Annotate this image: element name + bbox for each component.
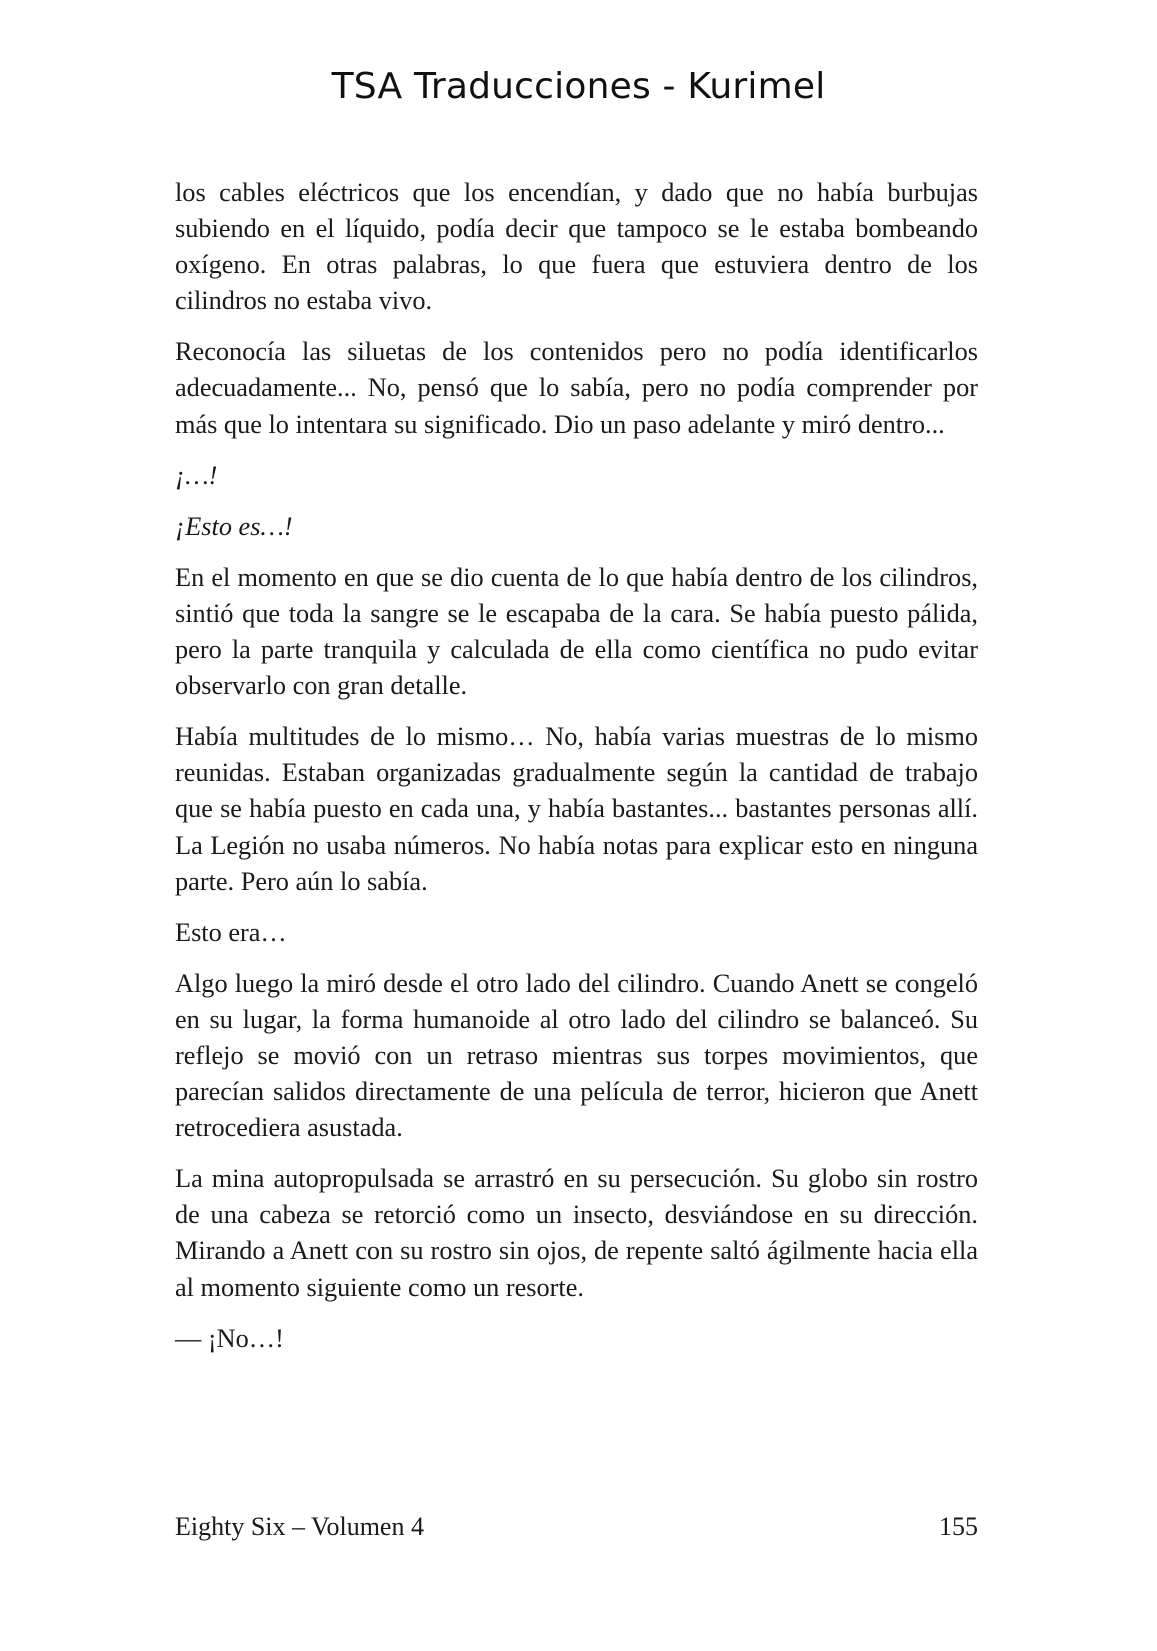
page-header-title: TSA Traducciones - Kurimel [331, 66, 826, 107]
paragraph: En el momento en que se dio cuenta de lo que había dentro de los cilindros, sintió que toda la sangre se le escapaba de la cara. Se había puesto pálida, pero la parte tranquila y calculada de ella como científica no pudo evitar observarlo con gran detalle. [175, 562, 978, 701]
paragraph: Algo luego la miró desde el otro lado del cilindro. Cuando Anett se congeló en su lugar, la forma humanoide al otro lado del cilindro se balanceó. Su reflejo se movió con un retraso mientras sus torpes movimientos, que parecían salidos directamente de una película de terror, hicieron que Anett retrocediera asustada. [175, 968, 978, 1143]
paragraph: Esto era… [175, 917, 287, 947]
paragraph: los cables eléctricos que los encendían, y dado que no había burbujas subiendo en el líquido, podía decir que tampoco se le estaba bombeando oxígeno. En otras palabras, lo que fuera que estuviera dentro de los cilindros no estaba vivo. [175, 178, 978, 316]
paragraph: — ¡No…! [175, 1323, 284, 1353]
paragraph: Reconocía las siluetas de los contenidos pero no podía identificarlos adecuadamente... No, pensó que lo sabía, pero no podía comprender por más que lo intentara su significado. Dio un paso adelante y miró dentro... [175, 337, 978, 439]
page-body [175, 175, 978, 1372]
paragraph-italic: ¡Esto es…! [175, 511, 293, 541]
paragraph-italic: ¡…! [175, 460, 218, 490]
paragraph: Había multitudes de lo mismo… No, había varias muestras de lo mismo reunidas. Estaban organizadas gradualmente según la cantidad de trabajo que se había puesto en cada una, y había bastantes... bastantes personas allí. La Legión no usaba números. No había notas para explicar esto en ninguna parte. Pero aún lo sabía. [175, 722, 978, 896]
page-footer [175, 1512, 978, 1542]
footer-page-number: 155 [939, 1512, 978, 1541]
paragraph: La mina autopropulsada se arrastró en su persecución. Su globo sin rostro de una cabeza se retorció como un insecto, desviándose en su dirección. Mirando a Anett con su rostro sin ojos, de repente saltó ágilmente hacia ella al momento siguiente como un resorte. [175, 1164, 978, 1302]
footer-book-title: Eighty Six – Volumen 4 [175, 1512, 424, 1541]
